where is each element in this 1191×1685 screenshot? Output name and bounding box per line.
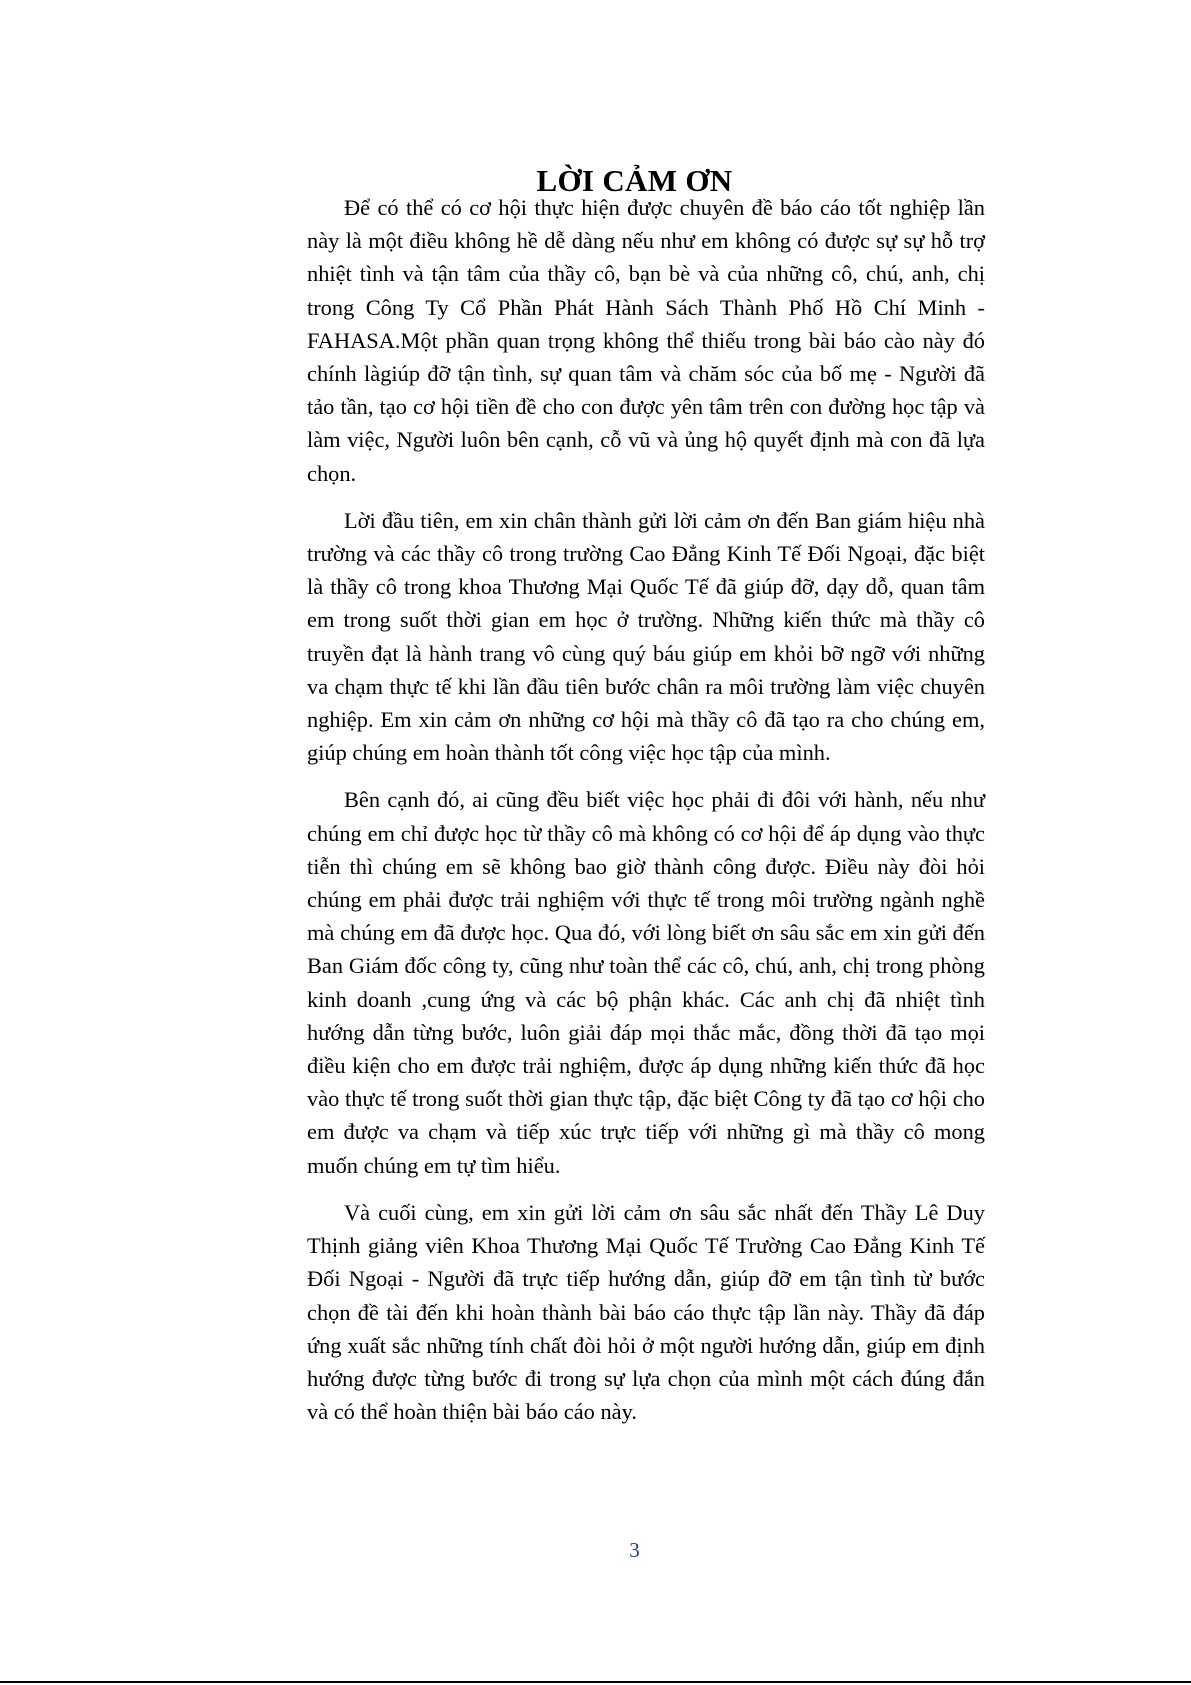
bottom-divider (0, 1681, 1191, 1683)
page-title: LỜI CẢM ƠN (536, 162, 733, 198)
paragraph-3: Bên cạnh đó, ai cũng đều biết việc học phải đi đôi với hành, nếu như chúng em chỉ được học từ thầy cô mà không có cơ hội để áp dụng vào thực tiễn thì chúng em sẽ không bao giờ thành công được. Điều này đòi hỏi chúng em phải được trải nghiệm với thực tế trong môi trường ngành nghề mà chúng em đã được học. Qua đó, với lòng biết ơn sâu sắc em xin gửi đến Ban Giám đốc công ty, cũng như toàn thể các cô, chú, anh, chị trong phòng kinh doanh ,cung ứng và các bộ phận khác. Các anh chị đã nhiệt tình hướng dẫn từng bước, luôn giải đáp mọi thắc mắc, đồng thời đã tạo mọi điều kiện cho em được trải nghiệm, được áp dụng những kiến thức đã học vào thực tế trong suốt thời gian thực tập, đặc biệt Công ty đã tạo cơ hội cho em được va chạm và tiếp xúc trực tiếp với những gì mà thầy cô mong muốn chúng em tự tìm hiểu. (307, 787, 985, 1178)
paragraph-1: Để có thể có cơ hội thực hiện được chuyên đề báo cáo tốt nghiệp lần này là một điều không hề dễ dàng nếu như em không có được sự sự hỗ trợ nhiệt tình và tận tâm của thầy cô, bạn bè và của những cô, chú, anh, chị trong Công Ty Cổ Phần Phát Hành Sách Thành Phố Hồ Chí Minh - FAHASA.Một phần quan trọng không thể thiếu trong bài báo cào này đó chính làgiúp đỡ tận tình, sự quan tâm và chăm sóc của bố mẹ - Người đã tảo tần, tạo cơ hội tiền đề cho con được yên tâm trên con đường học tập và làm việc, Người luôn bên cạnh, cỗ vũ và ủng hộ quyết định mà con đã lựa chọn. (307, 195, 985, 486)
page-number: 3 (629, 1538, 640, 1562)
document-body (307, 191, 985, 1442)
paragraph-4: Và cuối cùng, em xin gửi lời cảm ơn sâu sắc nhất đến Thầy Lê Duy Thịnh giảng viên Khoa Thương Mại Quốc Tế Trường Cao Đẳng Kinh Tế Đối Ngoại - Người đã trực tiếp hướng dẫn, giúp đỡ em tận tình từ bước chọn đề tài đến khi hoàn thành bài báo cáo thực tập lần này. Thầy đã đáp ứng xuất sắc những tính chất đòi hỏi ở một người hướng dẫn, giúp em định hướng được từng bước đi trong sự lựa chọn của mình một cách đúng đắn và có thể hoàn thiện bài báo cáo này. (307, 1199, 985, 1425)
paragraph-2: Lời đầu tiên, em xin chân thành gửi lời cảm ơn đến Ban giám hiệu nhà trường và các thầy cô trong trường Cao Đẳng Kinh Tế Đối Ngoại, đặc biệt là thầy cô trong khoa Thương Mại Quốc Tế đã giúp đỡ, dạy dỗ, quan tâm em trong suốt thời gian em học ở trường. Những kiến thức mà thầy cô truyền đạt là hành trang vô cùng quý báu giúp em khỏi bỡ ngỡ với những va chạm thực tế khi lần đầu tiên bước chân ra môi trường làm việc chuyên nghiệp. Em xin cảm ơn những cơ hội mà thầy cô đã tạo ra cho chúng em, giúp chúng em hoàn thành tốt công việc học tập của mình. (307, 507, 985, 766)
